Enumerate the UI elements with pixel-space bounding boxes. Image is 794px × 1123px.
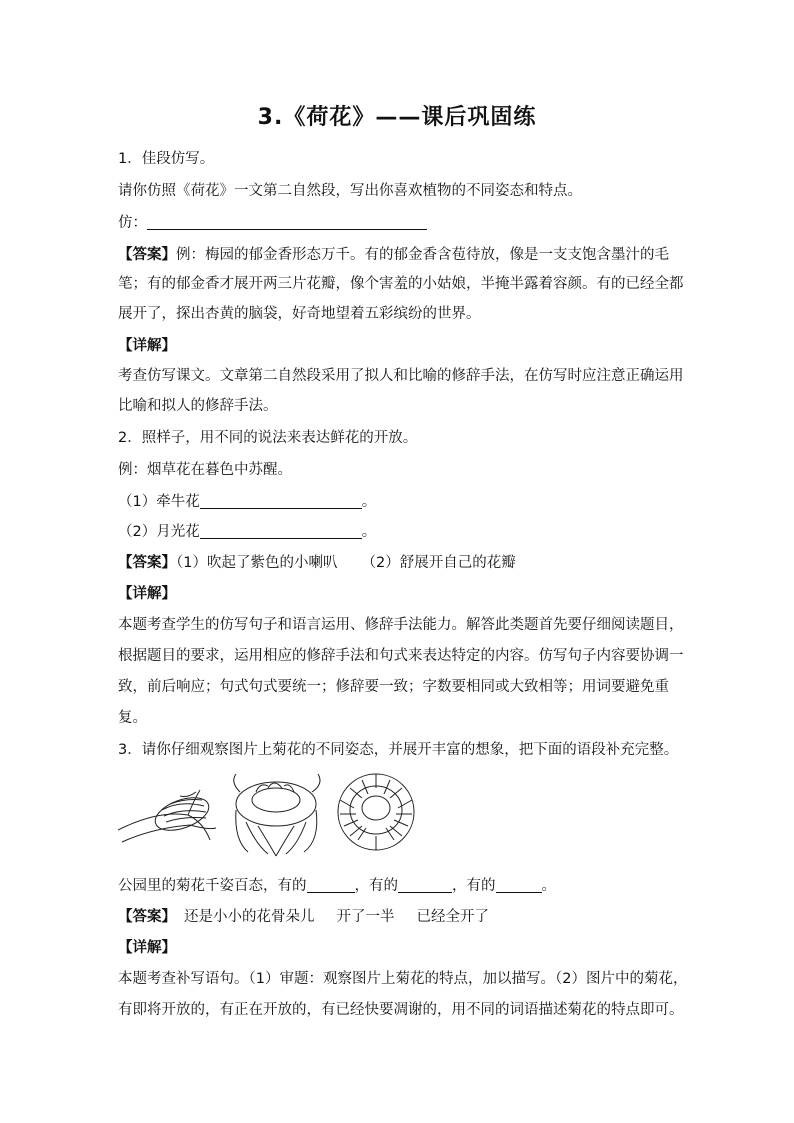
- q2-answer-line: [118, 551, 516, 572]
- q2-item-1-label: （1）牵牛花: [118, 494, 200, 510]
- q3-answer-line: [118, 905, 489, 926]
- q2-answer-2: （2）舒展开自己的花瓣: [361, 555, 516, 571]
- q3-fill-text-3: ，有的: [452, 878, 496, 894]
- q3-answer-tag: 【答案】: [118, 909, 176, 925]
- q1-answer-tag: 【答案】: [118, 247, 176, 263]
- q1-answer-line-3: 展开了，探出杏黄的脑袋，好奇地望着五彩缤纷的世界。: [118, 306, 481, 322]
- q2-answer-tag: 【答案】: [118, 555, 176, 571]
- q1-detail-tag: 【详解】: [118, 338, 176, 354]
- q2-detail-line-2: 根据题目的要求，运用相应的修辞手法和句式来表达特定的内容。仿写句子内容要协调一: [118, 648, 684, 664]
- q2-detail-line-3: 致，前后响应；句式句式要统一；修辞要一致；字数要相同或大致相等；用词要避免重: [118, 679, 669, 695]
- q2-item-2: [118, 520, 376, 541]
- q1-answer-blank[interactable]: [147, 213, 427, 230]
- q3-blank-1[interactable]: [307, 876, 355, 893]
- q3-answer-2: 开了一半: [336, 909, 395, 925]
- q2-item-1-blank[interactable]: [200, 492, 362, 509]
- q3-answer-3: 已经全开了: [416, 909, 489, 925]
- q2-item-1-period: 。: [361, 494, 377, 510]
- q1-fill-label: 仿：: [118, 215, 147, 231]
- q3-fill-text-2: ，有的: [354, 878, 398, 894]
- q1-answer-line-2: 笔；有的郁金香才展开两三片花瓣，像个害羞的小姑娘，半掩半露着容颜。有的已经全都: [118, 276, 684, 292]
- q2-item-2-blank[interactable]: [200, 522, 362, 539]
- q2-item-1: [118, 490, 376, 511]
- q1-heading: 1．佳段仿写。: [118, 151, 215, 167]
- q2-answer-1: （1）吹起了紫色的小喇叭: [176, 555, 338, 571]
- q2-detail-line-4: 复。: [118, 710, 147, 726]
- q1-answer-text-1: 例：梅园的郁金香形态万千。有的郁金香含苞待放，像是一支支饱含墨汁的毛: [176, 247, 669, 263]
- q1-prompt: 请你仿照《荷花》一文第二自然段，写出你喜欢植物的不同姿态和特点。: [118, 183, 582, 199]
- q2-detail-line-1: 本题考查学生的仿写句子和语言运用、修辞手法能力。解答此类题首先要仔细阅读题目，: [118, 617, 684, 633]
- q3-blank-2[interactable]: [398, 876, 452, 893]
- q3-blank-3[interactable]: [496, 876, 542, 893]
- q3-answer-1: 还是小小的花骨朵儿: [184, 909, 315, 925]
- q3-detail-tag: 【详解】: [118, 940, 176, 956]
- q2-item-2-period: 。: [361, 524, 377, 540]
- q2-heading: 2．照样子，用不同的说法来表达鲜花的开放。: [118, 430, 418, 446]
- q3-fill-text-1: 公园里的菊花千姿百态，有的: [118, 878, 307, 894]
- q3-fill-sentence: [118, 874, 556, 895]
- q2-example: 例：烟草花在暮色中苏醒。: [118, 462, 292, 478]
- q3-detail-line-1: 本题考查补写语句。（1）审题：观察图片上菊花的特点，加以描写。（2）图片中的菊花，: [118, 971, 688, 987]
- chrysanthemum-illustration: [118, 770, 418, 860]
- q1-detail-line-2: 比喻和拟人的修辞手法。: [118, 398, 278, 414]
- chrysanthemum-full-bloom-image: [338, 774, 414, 850]
- chrysanthemum-bud-image: [118, 790, 216, 842]
- q2-detail-tag: 【详解】: [118, 586, 176, 602]
- q1-detail-line-1: 考查仿写课文。文章第二自然段采用了拟人和比喻的修辞手法，在仿写时应注意正确运用: [118, 368, 684, 384]
- q1-fill-line: [118, 211, 427, 232]
- chrysanthemum-half-open-image: [234, 774, 320, 856]
- q3-detail-line-2: 有即将开放的，有正在开放的，有已经快要凋谢的，用不同的词语描述菊花的特点即可。: [118, 1002, 684, 1018]
- q3-fill-text-4: 。: [541, 878, 556, 894]
- q3-heading: 3．请你仔细观察图片上菊花的不同姿态，并展开丰富的想象，把下面的语段补充完整。: [118, 742, 679, 758]
- q2-item-2-label: （2）月光花: [118, 524, 200, 540]
- page-title: 3.《荷花》——课后巩固练: [257, 105, 537, 130]
- q1-answer-line-1: [118, 243, 669, 264]
